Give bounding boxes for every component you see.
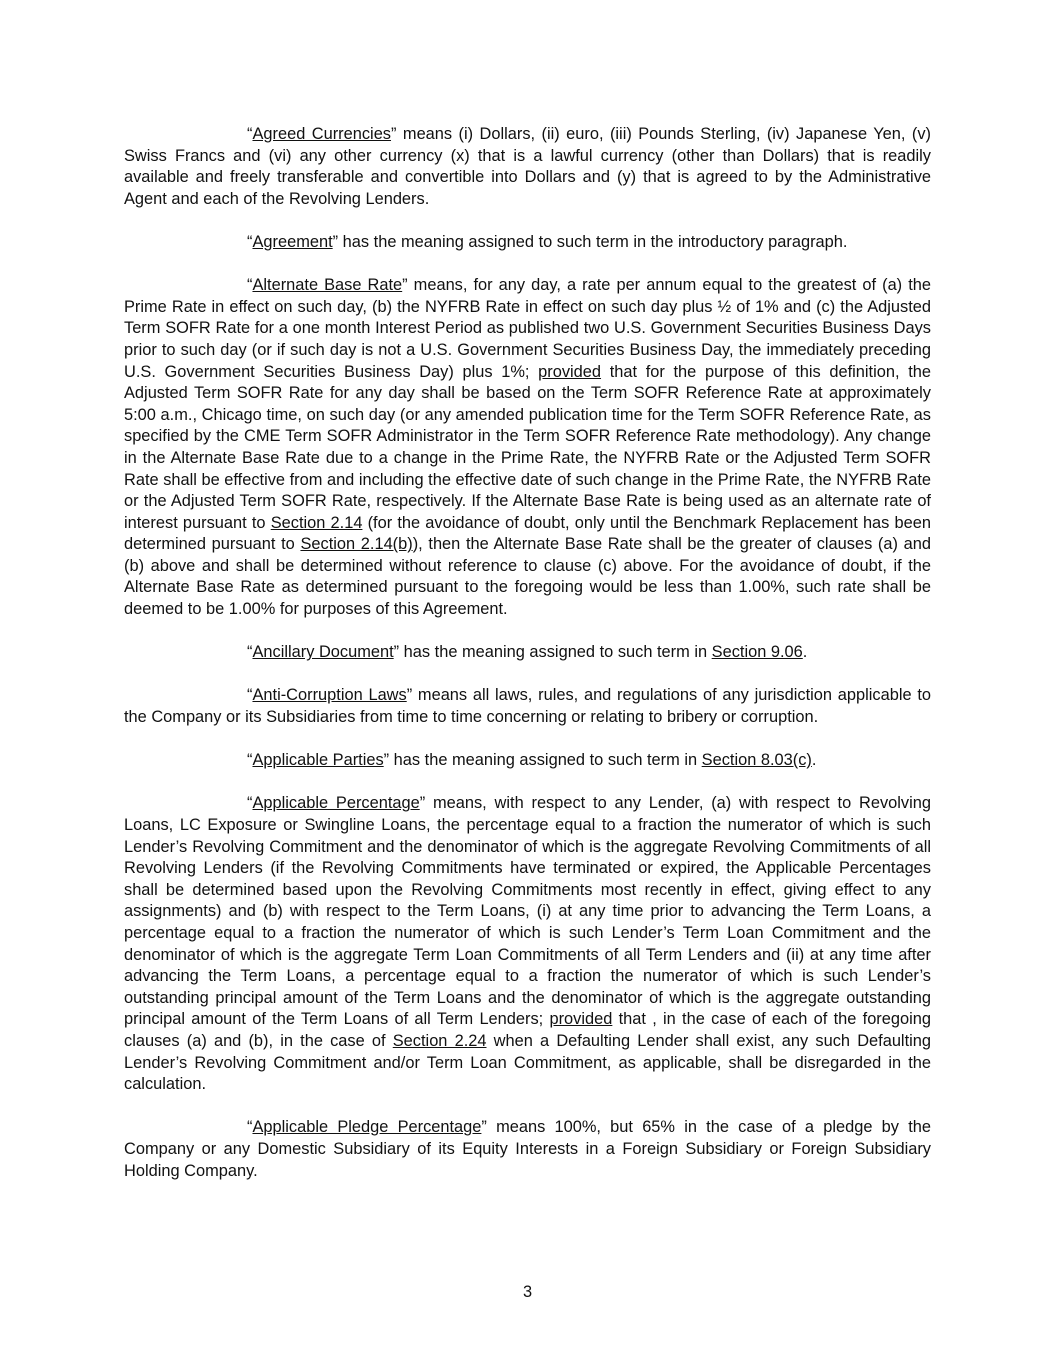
segment: (for the avoidance of doubt, only until the Benchmark Replacement has been determined pursuant to xyxy=(124,513,931,554)
section-reference: Section 2.14 xyxy=(270,513,363,532)
definition-agreement xyxy=(124,232,931,254)
defined-term: Applicable Parties xyxy=(252,751,384,770)
definition-anti-corruption-laws xyxy=(124,685,931,728)
defined-term: Anti-Corruption Laws xyxy=(252,686,407,705)
segment: “ xyxy=(247,686,253,705)
definitions-body xyxy=(124,124,931,1204)
segment: “ xyxy=(247,1118,253,1137)
defined-term: Applicable Pledge Percentage xyxy=(252,1118,482,1137)
segment: ), then the Alternate Base Rate shall be the greater of clauses (a) and (b) above and shall be determined without reference to clause (c) above. For the avoidance of doubt, if the Alternate Base Rate as determined pursuant to the foregoing would be less than 1.00%, such rate shall be deemed to be 1.00% for purposes of this Agreement. xyxy=(124,535,931,619)
segment: “ xyxy=(247,125,253,143)
segment: that for the purpose of this definition, the Adjusted Term SOFR Rate for any day shall be based on the Term SOFR Reference Rate at approximately 5:00 a.m., Chicago time, on such day (or any amended publication time for the Term SOFR Reference Rate, as specified by the CME Term SOFR Administrator in the Term SOFR Reference Rate methodology). Any change in the Alternate Base Rate due to a change in the Prime Rate, the NYFRB Rate or the Adjusted Term SOFR Rate shall be effective from and including the effective date of such change in the Prime Rate, the NYFRB Rate or the Adjusted Term SOFR Rate, respectively. If the Alternate Base Rate is being used as an alternate rate of interest pursuant to xyxy=(124,362,931,532)
definition-agreed-currencies xyxy=(124,124,931,210)
segment: ” has the meaning assigned to such term in xyxy=(393,643,712,662)
segment: . xyxy=(811,751,817,770)
segment: “ xyxy=(247,643,253,662)
defined-term: Alternate Base Rate xyxy=(252,276,403,295)
segment: ” means 100%, but 65% in the case of a pledge by the Company or any Domestic Subsidiary of its Equity Interests in a Foreign Subsidiary or Foreign Subsidiary Holding Company. xyxy=(124,1118,931,1180)
defined-term: Ancillary Document xyxy=(252,643,394,662)
defined-term: Agreed Currencies xyxy=(252,125,392,143)
segment: “ xyxy=(247,276,253,295)
definition-applicable-pledge-percentage xyxy=(124,1117,931,1182)
section-reference: Section 8.03(c) xyxy=(701,751,812,770)
page-number: 3 xyxy=(522,1283,533,1301)
segment: when a Defaulting Lender shall exist, any such Defaulting Lender’s Revolving Commitment and/or Term Loan Commitment, as applicable, shall be disregarded in the calculation. xyxy=(124,1031,932,1094)
section-reference: Section 2.14(b) xyxy=(300,535,413,554)
segment: ” has the meaning assigned to such term in xyxy=(383,751,702,770)
segment: ” means (i) Dollars, (ii) euro, (iii) Pounds Sterling, (iv) Japanese Yen, (v) Swiss Francs and (vi) any other currency (x) that is a lawful currency (other than Dollars) that is readily available and freely transferable and convertible into Dollars and (y) that is agreed to by the Administrative Agent and each of the Revolving Lenders. xyxy=(124,125,932,208)
segment: ” has the meaning assigned to such term in the introductory paragraph. xyxy=(332,232,848,251)
definition-alternate-base-rate xyxy=(124,275,931,621)
section-reference: Section 9.06 xyxy=(711,643,803,662)
definition-applicable-percentage xyxy=(124,793,931,1095)
proviso-term: provided xyxy=(549,1010,613,1029)
segment: ” means, with respect to any Lender, (a) with respect to Revolving Loans, LC Exposure or Swingline Loans, the percentage equal to a fraction the numerator of which is such Lender’s Revolving Commitment and the denominator of which is the aggregate Revolving Commitments of all Revolving Lenders (if the Revolving Commitments have terminated or expired, the Applicable Percentages shall be determined based upon the Revolving Commitments most recently in effect, giving effect to any assignments) and (b) with respect to the Term Loans, (i) at any time prior to advancing the Term Loans, a percentage equal to a fraction the numerator of which is such Lender’s Term Loan Commitment and the denominator of which is the aggregate Term Loan Commitments of all Term Lenders and (ii) at any time after advancing the Term Loans, a percentage equal to a fraction the numerator of which is such Lender’s outstanding principal amount of the Term Loans and the denominator of which is the aggregate outstanding principal amount of the Term Loans of all Term Lenders; xyxy=(124,794,931,1029)
proviso-term: provided xyxy=(538,362,602,381)
segment: ” means, for any day, a rate per annum equal to the greatest of (a) the Prime Rate in effect on such day, (b) the NYFRB Rate in effect on such day plus ½ of 1% and (c) the Adjusted Term SOFR Rate for a one month Interest Period as published two U.S. Government Securities Business Days prior to such day (or if such day is not a U.S. Government Securities Business Day, the immediately preceding U.S. Government Securities Business Day) plus 1%; xyxy=(124,276,931,381)
defined-term: Applicable Percentage xyxy=(252,794,420,813)
segment: “ xyxy=(247,751,253,770)
definition-applicable-parties xyxy=(124,750,931,772)
definition-ancillary-document xyxy=(124,642,931,664)
segment: ” means all laws, rules, and regulations of any jurisdiction applicable to the Company or its Subsidiaries from time to time concerning or relating to bribery or corruption. xyxy=(124,686,931,727)
segment: “ xyxy=(247,794,253,813)
defined-term: Agreement xyxy=(252,232,333,251)
section-reference: Section 2.24 xyxy=(392,1031,487,1050)
segment: that , in the case of each of the foregoing clauses (a) and (b), in the case of xyxy=(124,1010,931,1050)
segment: “ xyxy=(247,232,253,251)
segment: . xyxy=(802,643,808,662)
